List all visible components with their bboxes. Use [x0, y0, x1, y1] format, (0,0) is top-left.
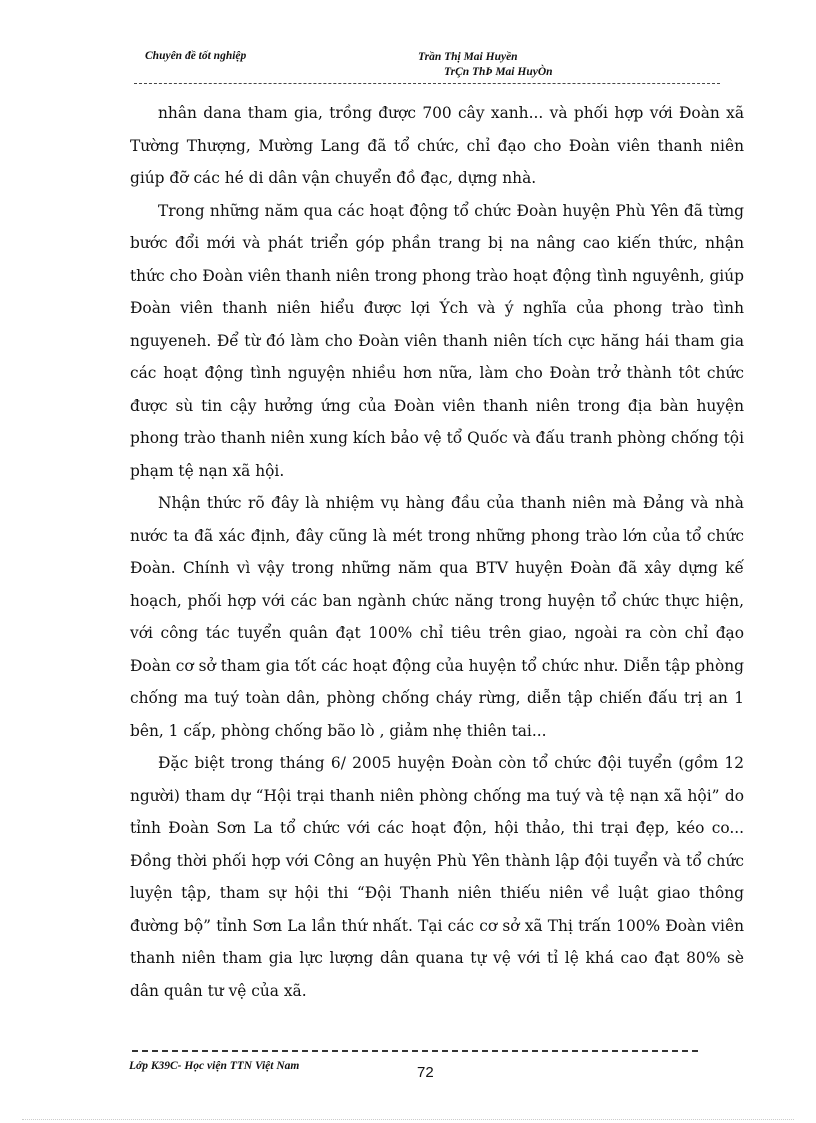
paragraph-3: Nhận thức rõ đây là nhiệm vụ hàng đầu của thanh niên mà Đảng và nhà nước ta đã xác định, đây cũng là mét trong những phong trào lớn của tổ chức Đoàn. Chính vì vậy trong những năm qua BTV huyện Đoàn đã xây dựng kế hoạch, phối hợp với các ban ngành chức năng trong huyện tổ chức thực hiện, với công tác tuyển quân đạt 100% chỉ tiêu trên giao, ngoài ra còn chỉ đạo Đoàn cơ sở tham gia tốt các hoạt động của huyện tổ chức như. Diễn tập phòng chống ma tuý toàn dân, phòng chống cháy rừng, diễn tập chiến đấu trị an 1 bên, 1 cấp, phòng chống bão lò , giảm nhẹ thiên tai...	[130, 494, 744, 740]
document-body	[130, 97, 744, 1007]
footer-rule	[132, 1050, 698, 1054]
header-author-name: Trần Thị Mai Huyền	[418, 51, 518, 63]
page-number: 72	[417, 1064, 434, 1081]
header-right-author	[418, 50, 553, 80]
page-bottom-border	[22, 1119, 794, 1121]
paragraph-1: nhân dana tham gia, trồng được 700 cây xanh... và phối hợp với Đoàn xã Tường Thượng, Mường Lang đã tổ chức, chỉ đạo cho Đoàn viên thanh niên giúp đỡ các hé di dân vận chuyển đồ đạc, dựng nhà.	[130, 104, 744, 187]
paragraph-2: Trong những năm qua các hoạt động tổ chức Đoàn huyện Phù Yên đã từng bước đổi mới và phát triển góp phần trang bị na nâng cao kiến thức, nhận thức cho Đoàn viên thanh niên trong phong trào hoạt động tình nguyênh, giúp Đoàn viên thanh niên hiểu được lợi Ých và ý nghĩa của phong trào tình nguyeneh. Để từ đó làm cho Đoàn viên thanh niên tích cực hăng hái tham gia các hoạt động tình nguyện nhiều hơn nữa, làm cho Đoàn trở thành tôt chức được sù tin cậy hưởng ứng của Đoàn viên thanh niên trong địa bàn huyện phong trào thanh niên xung kích bảo vệ tổ Quốc và đấu tranh phòng chống tội phạm tệ nạn xã hội.	[130, 201, 744, 480]
header-author-name-legacy: TrÇn ThÞ Mai HuyÒn	[444, 66, 553, 78]
header-rule	[134, 83, 720, 92]
footer-class-label: Lớp K39C- Học viện TTN Việt Nam	[129, 1060, 300, 1072]
header-left-title: Chuyên đề tốt nghiệp	[145, 50, 247, 62]
paragraph-4: Đặc biệt trong tháng 6/ 2005 huyện Đoàn còn tổ chức đội tuyển (gồm 12 người) tham dự “Hội trại thanh niên phòng chống ma tuý và tệ nạn xã hội” do tỉnh Đoàn Sơn La tổ chức với các hoạt độn, hội thảo, thi trại đẹp, kéo co... Đồng thời phối hợp với Công an huyện Phù Yên thành lập đội tuyển và tổ chức luyện tập, tham sự hội thi “Đội Thanh niên thiếu niên về luật giao thông đường bộ” tỉnh Sơn La lần thứ nhất. Tại các cơ sở xã Thị trấn 100% Đoàn viên thanh niên tham gia lực lượng dân quana tự vệ với tỉ lệ khá cao đạt 80% sè dân quân tư vệ của xã.	[130, 754, 744, 1000]
